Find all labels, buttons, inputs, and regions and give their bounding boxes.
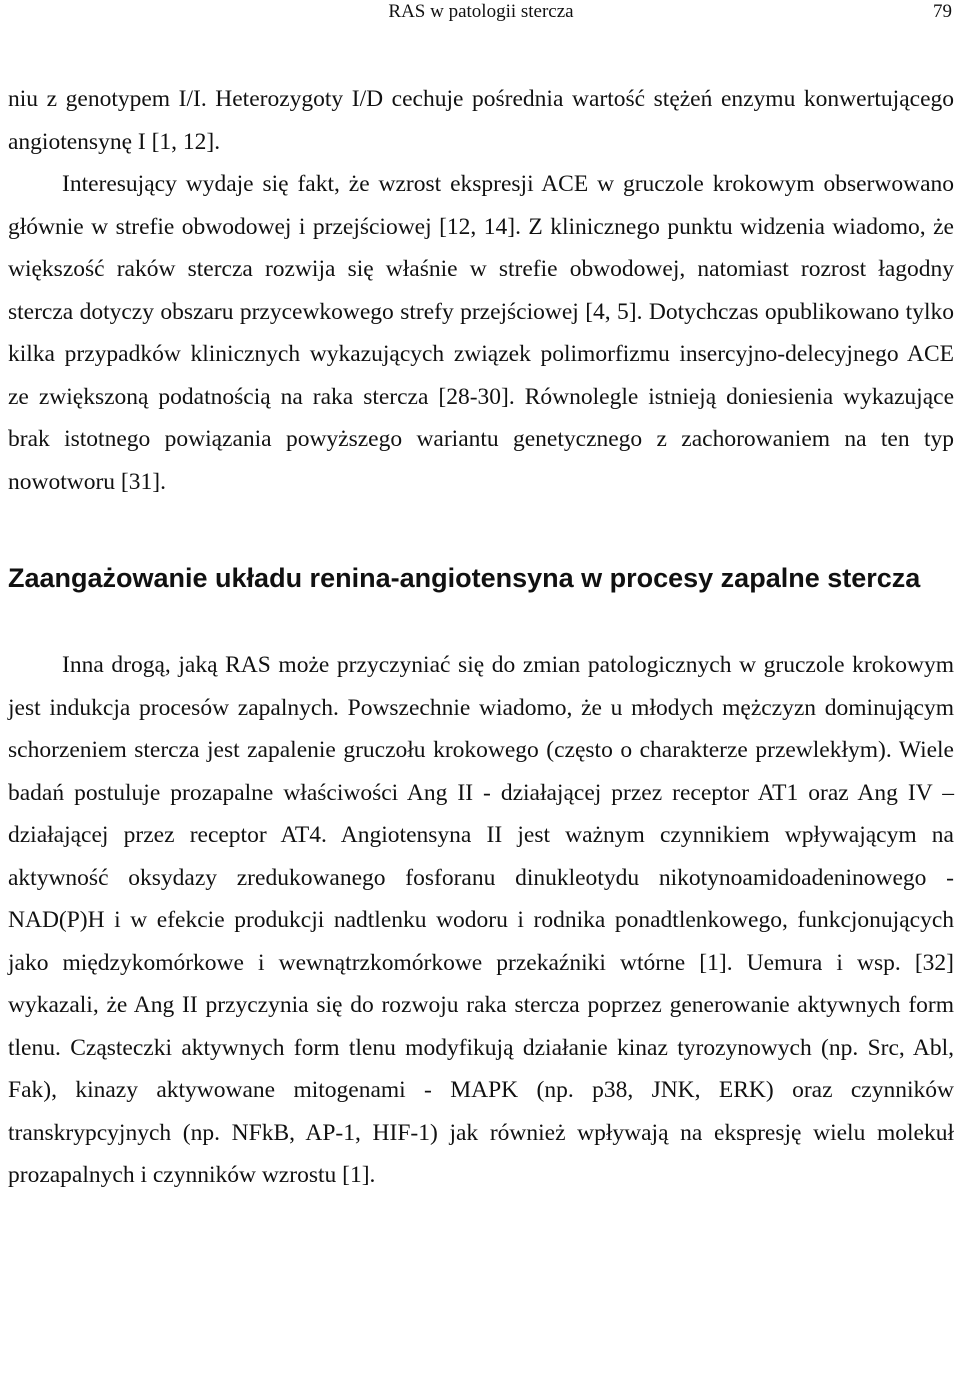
running-title: RAS w patologii stercza (388, 1, 574, 22)
page-number: 79 (933, 1, 952, 22)
paragraph-continuation: niu z genotypem I/I. Heterozygoty I/D cechuje pośrednia wartość stężeń enzymu konwertującego angiotensynę I [1, 12]. (8, 86, 954, 155)
article-body-lower (8, 644, 954, 1197)
document-page (8, 0, 954, 1197)
section-heading: Zaangażowanie układu renina-angiotensyna w procesy zapalne stercza (8, 563, 921, 593)
paragraph-inflammation: Inna drogą, jaką RAS może przyczyniać się do zmian patologicznych w gruczole krokowym jest indukcja procesów zapalnych. Powszechnie wiadomo, że u młodych mężczyzn dominującym schorzeniem stercza jest zapalenie gruczołu krokowego (często o charakterze przewlekłym). Wiele badań postuluje prozapalne właściwości Ang II - działającej przez receptor AT1 oraz Ang IV – działającej przez receptor AT4. Angiotensyna II jest ważnym czynnikiem wpływającym na aktywność oksydazy zredukowanego fosforanu dinukleotydu nikotynoamidoadeninowego - NAD(P)H i w efekcie produkcji nadtlenku wodoru i rodnika ponadtlenkowego, funkcjonujących jako międzykomórkowe i wewnątrzkomórkowe przekaźniki wtórne [1]. Uemura i wsp. [32] wykazali, że Ang II przyczynia się do rozwoju raka stercza poprzez generowanie aktywnych form tlenu. Cząsteczki aktywnych form tlenu modyfikują działanie kinaz tyrozynowych (np. Src, Abl, Fak), kinazy aktywowane mitogenami - MAPK (np. p38, JNK, ERK) oraz czynników transkrypcyjnych (np. NFkB, AP-1, HIF-1) jak również wpływają na ekspresję wielu molekuł prozapalnych i czynników wzrostu [1]. (8, 652, 954, 1188)
paragraph-ace-expression: Interesujący wydaje się fakt, że wzrost ekspresji ACE w gruczole krokowym obserwowano głównie w strefie obwodowej i przejściowej [12, 14]. Z klinicznego punktu widzenia wiadomo, że większość raków stercza rozwija się właśnie w strefie obwodowej, natomiast rozrost łagodny stercza dotyczy obszaru przycewkowego strefy przejściowej [4, 5]. Dotychczas opublikowano tylko kilka przypadków klinicznych wykazujących związek polimorfizmu insercyjno-delecyjnego ACE ze zwiększoną podatnością na raka stercza [28-30]. Równolegle istnieją doniesienia wykazujące brak istotnego powiązania powyższego wariantu genetycznego z zachorowaniem na ten typ nowotworu [31]. (8, 171, 954, 495)
article-body-upper (8, 78, 954, 503)
running-header (8, 0, 954, 24)
